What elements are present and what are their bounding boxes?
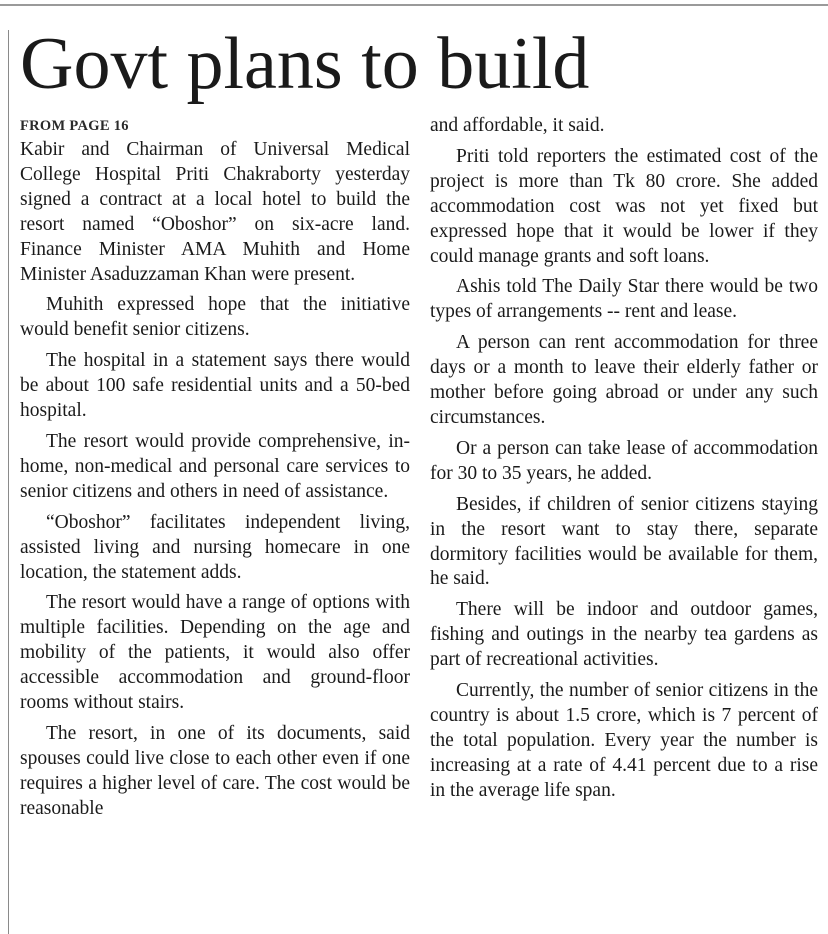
paragraph: and affordable, it said. bbox=[430, 115, 605, 136]
paragraph: The resort, in one of its documents, said spouses could live close to each other even if one requires a higher level of care. The cost would be reasonable bbox=[20, 722, 410, 819]
paragraph: The resort would have a range of options with multiple facilities. Depending on the age and mobility of the patients, it would also offer accessible accommodation and ground-floor rooms without stairs. bbox=[20, 592, 410, 714]
paragraph: Besides, if children of senior citizens staying in the resort want to stay there, separate dormitory facilities would be available for them, he said. bbox=[430, 493, 818, 590]
paragraph: A person can rent accommodation for three days or a month to leave their elderly father or mother before going abroad or under any such circumstances. bbox=[430, 332, 818, 428]
paragraph: There will be indoor and outdoor games, fishing and outings in the nearby tea gardens as part of recreational activities. bbox=[430, 599, 818, 671]
paragraph: Currently, the number of senior citizens in the country is about 1.5 crore, which is 7 percent of the total population. Every year the number is increasing at a rate of 4.41 percent due to a rise in the average life span. bbox=[430, 680, 818, 801]
headline: Govt plans to build bbox=[20, 23, 590, 105]
top-rule bbox=[0, 4, 828, 6]
paragraph: Muhith expressed hope that the initiative would benefit senior citizens. bbox=[20, 294, 410, 341]
paragraph: The hospital in a statement says there would be about 100 safe residential units and a 50-bed hospital. bbox=[20, 350, 410, 422]
paragraph: Or a person can take lease of accommodation for 30 to 35 years, he added. bbox=[430, 437, 818, 484]
left-column-rule bbox=[8, 30, 9, 934]
left-column bbox=[20, 114, 410, 828]
paragraph: The resort would provide comprehensive, in-home, non-medical and personal care services to senior citizens and others in need of assistance. bbox=[20, 430, 410, 502]
jump-line: FROM PAGE 16 bbox=[20, 118, 129, 134]
paragraph: Priti told reporters the estimated cost of the project is more than Tk 80 crore. She added accommodation cost was not yet fixed but expressed hope that it would be lower if they could manage grants and soft loans. bbox=[430, 145, 818, 267]
paragraph: Ashis told The Daily Star there would be two types of arrangements -- rent and lease. bbox=[430, 276, 818, 323]
right-column bbox=[430, 114, 818, 810]
paragraph: Kabir and Chairman of Universal Medical College Hospital Priti Chakraborty yesterday signed a contract at a local hotel to build the resort named “Oboshor” on six-acre land. Finance Minister AMA Muhith and Home Minister Asaduzzaman Khan were present. bbox=[20, 139, 410, 285]
paragraph: “Oboshor” facilitates independent living, assisted living and nursing homecare in one location, the statement adds. bbox=[20, 511, 410, 583]
